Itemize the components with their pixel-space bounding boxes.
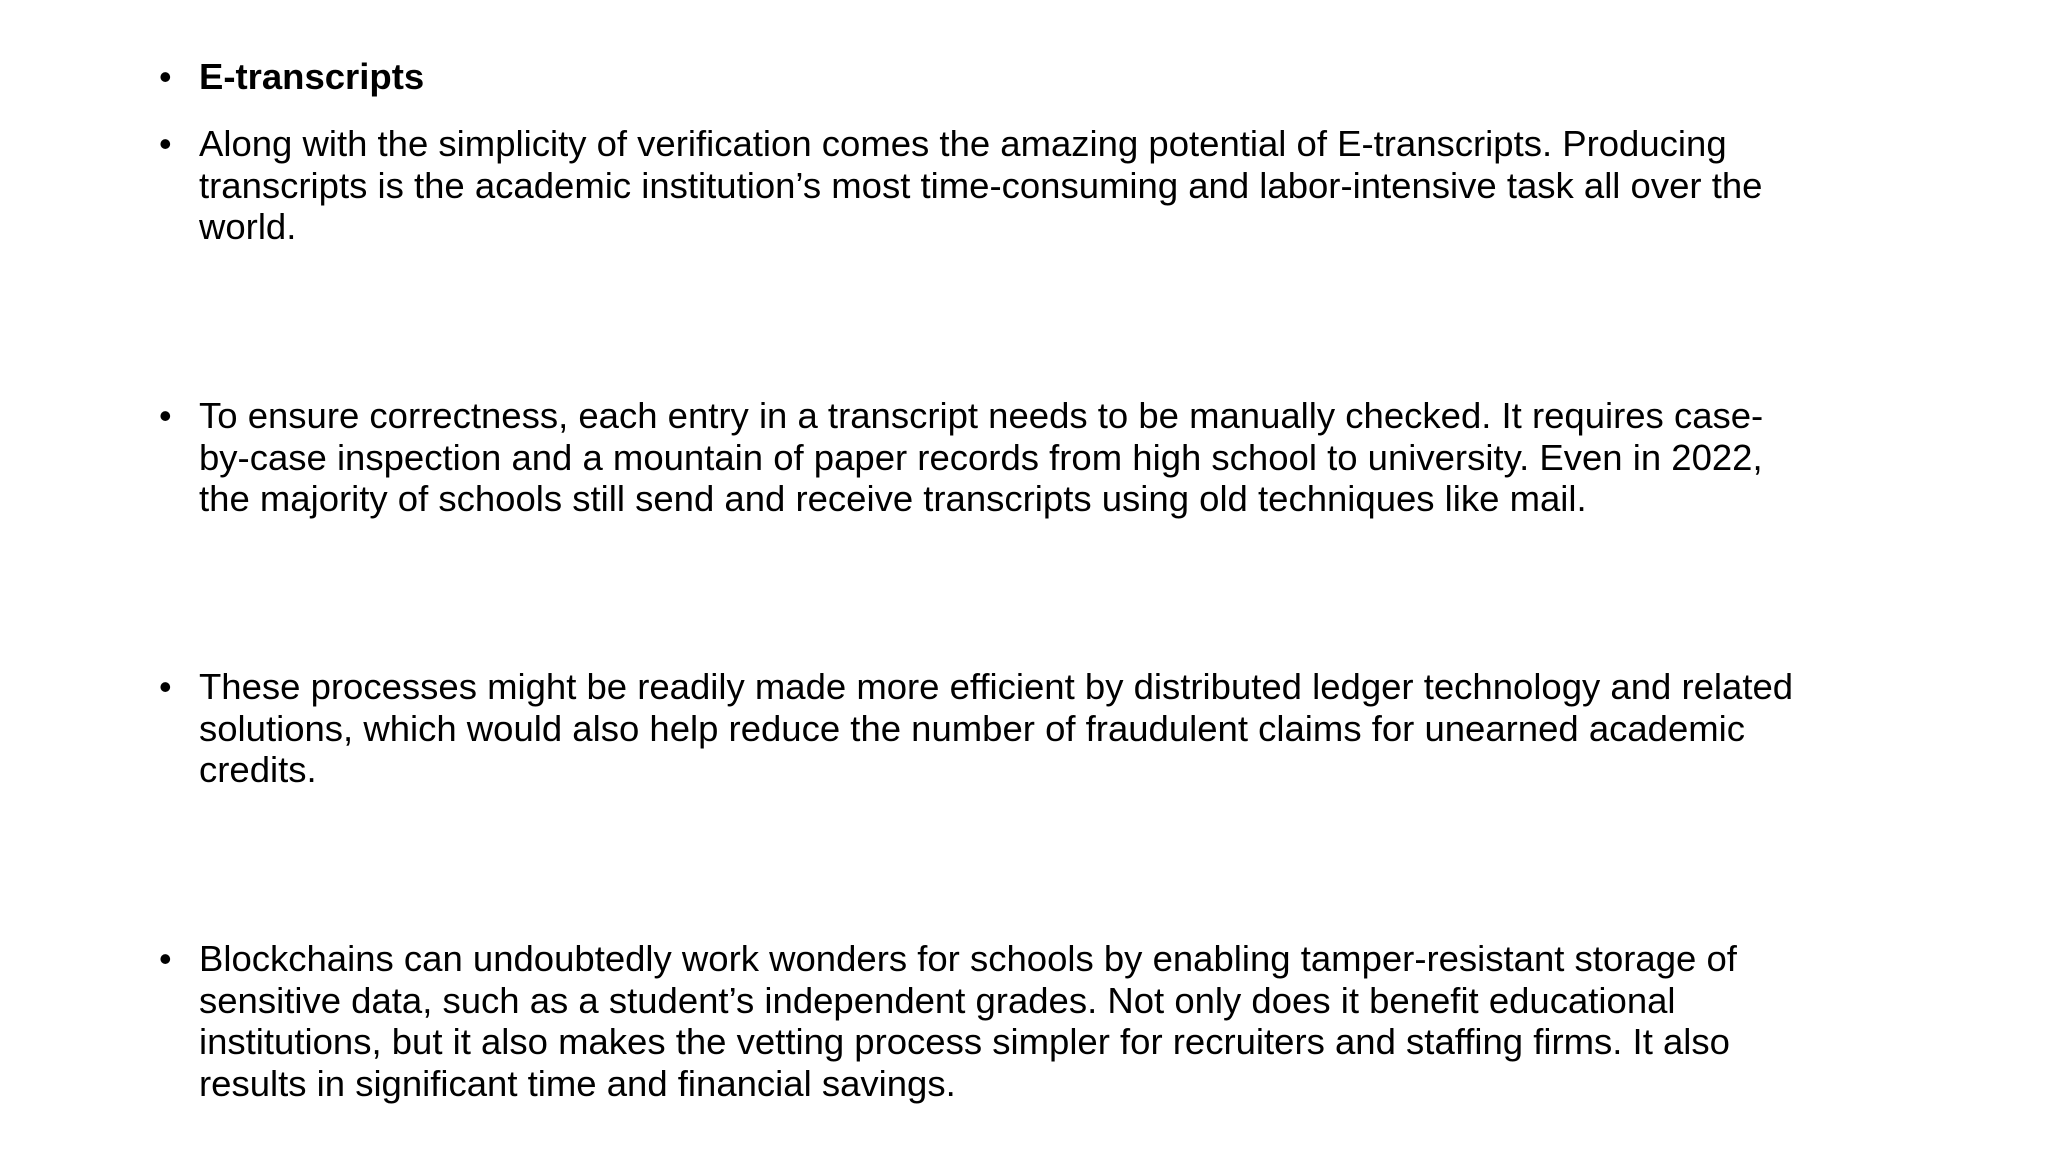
bullet-icon: • — [159, 395, 172, 436]
bullet-item-2 — [155, 395, 1975, 520]
bullet-icon: • — [159, 666, 172, 707]
slide-title — [199, 56, 424, 98]
title-text: E-transcripts — [199, 56, 425, 97]
bullet-item-1 — [155, 123, 1975, 248]
bullet-item-4 — [155, 938, 1975, 1105]
bullet-icon: • — [159, 56, 172, 97]
text-line: results in significant time and financial savings. — [199, 1063, 956, 1105]
text-line: the majority of schools still send and receive transcripts using old techniques like mail. — [199, 478, 1587, 520]
text-line: Blockchains can undoubtedly work wonders for schools by enabling tamper-resistant storage of — [199, 938, 1737, 979]
bullet-text — [199, 395, 1763, 520]
text-line: solutions, which would also help reduce the number of fraudulent claims for unearned academic — [199, 707, 1746, 749]
bullet-icon: • — [159, 938, 172, 979]
text-line: credits. — [199, 749, 317, 791]
text-line: To ensure correctness, each entry in a transcript needs to be manually checked. It requires case- — [199, 395, 1764, 436]
bullet-text — [199, 938, 1737, 1105]
text-line: sensitive data, such as a student’s independent grades. Not only does it benefit educational — [199, 979, 1676, 1021]
text-line: Along with the simplicity of verification comes the amazing potential of E-transcripts. Producing — [199, 123, 1727, 164]
bullet-item-3 — [155, 666, 1975, 791]
bullet-text — [199, 123, 1762, 248]
text-line: world. — [199, 206, 297, 248]
text-line: These processes might be readily made more efficient by distributed ledger technology and related — [199, 666, 1794, 707]
text-line: institutions, but it also makes the vetting process simpler for recruiters and staffing firms. It also — [199, 1021, 1730, 1063]
text-line: transcripts is the academic institution’s most time-consuming and labor-intensive task all over the — [199, 164, 1763, 206]
text-line: by-case inspection and a mountain of paper records from high school to university. Even in 2022, — [199, 436, 1763, 478]
bullet-icon: • — [159, 123, 172, 164]
slide-title-item — [155, 56, 1975, 98]
bullet-text — [199, 666, 1793, 791]
